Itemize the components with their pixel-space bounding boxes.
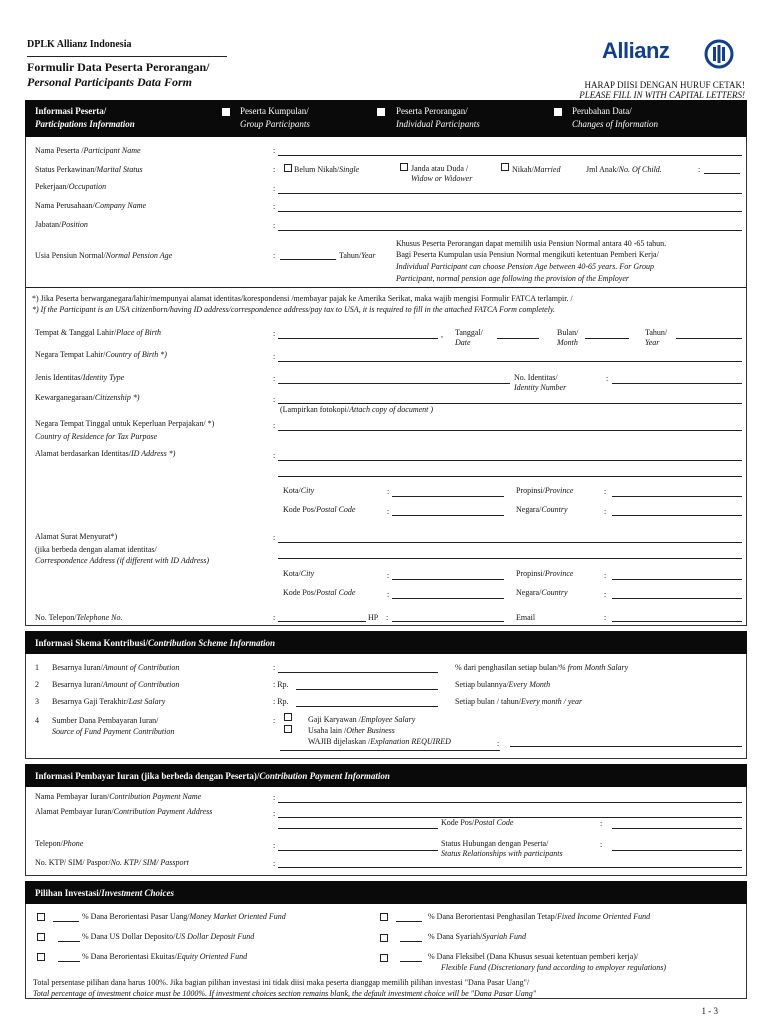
birth-country-label: Negara Tempat Lahir/Country of Birth *) (35, 350, 167, 359)
colon: : (600, 840, 603, 849)
id-province-label: Propinsi/Province (516, 486, 574, 495)
payer-postal-label: Kode Pos/Postal Code (441, 818, 514, 827)
birth-year-field[interactable] (676, 338, 742, 339)
colon: : (604, 487, 607, 496)
payer-idno-field[interactable] (278, 867, 742, 868)
equity-percent-field[interactable] (58, 961, 80, 962)
mail-country-label: Negara/Country (516, 588, 568, 597)
colon: : (273, 421, 276, 430)
money-market-percent-field[interactable] (53, 921, 79, 922)
phone-label: No. Telepon/Telephone No. (35, 613, 123, 622)
occupation-label: Pekerjaan/Occupation (35, 182, 107, 191)
year-label-en: Year (645, 338, 660, 347)
mail-address-label: Alamat Surat Menyurat*) (35, 532, 118, 541)
money-market-checkbox[interactable] (37, 913, 45, 921)
pension-note-1: Khusus Peserta Perorangan dapat memilih usia Pensiun Normal antara 40 -65 tahun. (396, 239, 667, 248)
payer-relation-label-en: Status Relationships with participants (441, 849, 563, 858)
investment-note-id: Total persentase pilihan dana harus 100%. Jika bagian pilihan investasi ini tidak diisi maka peserta dianggap memilih pilihan investasi "Dana Pasar Uang"/ (33, 978, 530, 987)
married-checkbox[interactable] (501, 163, 509, 171)
contribution-row-4-label-en: Source of Fund Payment Contribution (52, 727, 175, 736)
colon: : (387, 590, 390, 599)
usd-deposit-checkbox[interactable] (37, 933, 45, 941)
year-label: Tahun/ (645, 328, 668, 337)
colon: : (387, 487, 390, 496)
colon: : (273, 165, 276, 174)
fatca-note-en: *) If the Participant is an USA citizenborn/having ID address/correspondence address/pay tax to USA, it is required to fill in the attached FATCA Form completely. (32, 305, 556, 314)
participant-name-label: Nama Peserta /Participant Name (35, 146, 141, 155)
notice-en: PLEASE FILL IN WITH CAPITAL LETTERS! (579, 90, 745, 100)
participant-title-en: Participations Information (35, 119, 135, 129)
equity-checkbox[interactable] (37, 953, 45, 961)
id-country-field[interactable] (612, 515, 742, 516)
colon: : (604, 590, 607, 599)
explanation-underline (280, 750, 500, 751)
payer-relation-field[interactable] (612, 850, 742, 851)
contribution-row-2-label: Besarnya Iuran/Amount of Contribution (52, 680, 180, 689)
citizenship-field[interactable] (278, 403, 742, 404)
contribution-row-3-no: 3 (35, 697, 39, 706)
payer-title: Informasi Pembayar Iuran (jika berbeda dengan Peserta)/Contribution Payment Information (35, 771, 390, 781)
id-number-label-en: Identity Number (514, 383, 567, 392)
form-title-en: Personal Participants Data Form (27, 75, 193, 89)
tax-country-label-en: Country of Residence for Tax Purpose (35, 432, 158, 441)
explanation-field[interactable] (510, 746, 742, 747)
contribution-title: Informasi Skema Kontribusi/Contribution Scheme Information (35, 638, 276, 648)
citizenship-label: Kewarganegaraan/Citizenship *) (35, 393, 140, 402)
company-name-label: Nama Perusahaan/Company Name (35, 201, 147, 210)
children-label: Jml Anak/No. Of Child. (586, 165, 662, 174)
mail-address-label-en: Correspondence Address (if different with ID Address) (35, 556, 210, 565)
contribution-row-3-label: Besarnya Gaji Terakhir/Last Salary (52, 697, 166, 706)
colon: : (273, 451, 276, 460)
colon: : (273, 533, 276, 542)
colon: : (604, 571, 607, 580)
colon: : (273, 395, 276, 404)
email-field[interactable] (612, 621, 742, 622)
participant-title-id: Informasi Peserta/ (35, 106, 107, 116)
payer-address-label: Alamat Pembayar Iuran/Contribution Payment Address (35, 807, 213, 816)
payer-phone-label: Telepon/Phone (35, 839, 84, 848)
colon: : (273, 184, 276, 193)
change-info-checkbox[interactable] (554, 108, 562, 116)
colon: : (273, 329, 276, 338)
id-city-label: Kota/City (283, 486, 315, 495)
last-salary-field[interactable] (296, 706, 438, 707)
colon: : (273, 859, 276, 868)
married-label: Nikah/Married (512, 165, 561, 174)
contribution-header-bar (25, 631, 747, 654)
id-number-field[interactable] (612, 383, 742, 384)
colon: : (386, 613, 389, 622)
colon: : (387, 507, 390, 516)
widow-label-en: Widow or Widower (411, 174, 473, 183)
colon: : (387, 571, 390, 580)
colon: : (273, 146, 276, 155)
group-participant-checkbox[interactable] (222, 108, 230, 116)
pension-note-2: Bagi Peserta Kumpulan usia Pensiun Normal mengikuti ketentuan Pemberi Kerja/ (396, 250, 659, 259)
id-postal-field[interactable] (392, 515, 504, 516)
colon: : (497, 739, 500, 748)
id-type-label: Jenis Identitas/Identity Type (35, 373, 125, 382)
syariah-checkbox[interactable] (380, 934, 388, 942)
colon: : (273, 663, 276, 672)
id-city-field[interactable] (392, 496, 504, 497)
contribution-row-4-label: Sumber Dana Pembayaran Iuran/ (52, 716, 159, 725)
mail-postal-label: Kode Pos/Postal Code (283, 588, 356, 597)
allianz-logo-text: Allianz (602, 38, 670, 63)
other-business-checkbox[interactable] (284, 725, 292, 733)
pension-note-3: Individual Participant can choose Pension Age between 40-65 years. For Group (396, 262, 654, 271)
colon: : (273, 251, 276, 260)
contribution-row-1-right: % dari penghasilan setiap bulan/% from Month Salary (455, 663, 629, 672)
attach-note: (Lampirkan fotokopi/Attach copy of document ) (280, 405, 434, 414)
id-type-field[interactable] (278, 383, 510, 384)
pension-age-label: Usia Pensiun Normal/Normal Pension Age (35, 251, 173, 260)
usd-deposit-percent-field[interactable] (58, 941, 80, 942)
company-name: DPLK Allianz Indonesia (27, 39, 132, 50)
contribution-row-1-label: Besarnya Iuran/Amount of Contribution (52, 663, 180, 672)
payer-postal-field[interactable] (278, 828, 438, 829)
month-label: Bulan/ (557, 328, 579, 337)
fixed-income-label: % Dana Berorientasi Penghasilan Tetap/Fixed Income Oriented Fund (428, 912, 651, 921)
contribution-row-3-right: Setiap bulan / tahun/Every month / year (455, 697, 583, 706)
form-title-id: Formulir Data Peserta Perorangan/ (27, 60, 210, 74)
widow-label: Janda atau Duda / (411, 164, 469, 173)
single-checkbox[interactable] (284, 164, 292, 172)
single-label: Belum Nikah/Single (294, 165, 360, 174)
contribution-row-4-no: 4 (35, 716, 39, 725)
individual-participant-label-en: Individual Participants (396, 119, 480, 129)
mail-address-sub-label: (jika berbeda dengan alamat identitas/ (35, 545, 157, 554)
occupation-field[interactable] (278, 193, 742, 194)
mail-address-field-2[interactable] (278, 558, 742, 559)
mail-city-field[interactable] (392, 579, 504, 580)
participant-header-bar (25, 100, 747, 137)
fixed-income-checkbox[interactable] (380, 913, 388, 921)
contribution-row-2-right: Setiap bulannya/Every Month (455, 680, 551, 689)
contribution-row-1-no: 1 (35, 663, 39, 672)
tax-country-field[interactable] (278, 430, 742, 431)
contribution-row-2-no: 2 (35, 680, 39, 689)
mail-country-field[interactable] (612, 598, 742, 599)
investment-header-bar (25, 881, 747, 904)
colon: : (273, 352, 276, 361)
birth-label: Tempat & Tanggal Lahir/Place of Birth (35, 328, 162, 337)
equity-label: % Dana Berorientasi Ekuitas/Equity Oriented Fund (82, 952, 248, 961)
id-number-label: No. Identitas/ (514, 373, 558, 382)
employee-salary-label: Gaji Karyawan /Employee Salary (308, 715, 416, 724)
marital-status-label: Status Perkawinan/Marital Status (35, 165, 143, 174)
flexible-checkbox[interactable] (380, 954, 388, 962)
id-country-label: Negara/Country (516, 505, 568, 514)
payer-idno-label: No. KTP/ SIM/ Paspor/No. KTP/ SIM/ Passport (35, 858, 189, 867)
date-label-en: Date (455, 338, 471, 347)
birth-month-field[interactable] (585, 338, 629, 339)
group-participant-label: Peserta Kumpulan/ (240, 106, 309, 116)
birth-date-field[interactable] (497, 338, 539, 339)
children-field[interactable] (704, 173, 740, 174)
month-label-en: Month (557, 338, 578, 347)
mail-province-label: Propinsi/Province (516, 569, 574, 578)
employee-salary-checkbox[interactable] (284, 713, 292, 721)
colon: : (273, 221, 276, 230)
colon: : (273, 613, 276, 622)
investment-note-en: Total percentage of investment choice must be 1000%. If investment choices section remains blank, the default investment choice will be "Dana Pasar Uang" (33, 989, 537, 998)
payer-postal-value-field[interactable] (612, 828, 742, 829)
colon: : (604, 613, 607, 622)
money-market-label: % Dana Berorientasi Pasar Uang/Money Market Oriented Fund (82, 912, 286, 921)
mail-postal-field[interactable] (392, 598, 504, 599)
flexible-label-en: Flexible Fund (Discretionary fund according to employer regulations) (441, 963, 667, 972)
fixed-income-percent-field[interactable] (396, 921, 422, 922)
birth-place-field[interactable] (278, 338, 438, 339)
colon: : (273, 374, 276, 383)
years-label: Tahun/Year (339, 251, 376, 260)
divider (25, 287, 747, 288)
fatca-note-id: *) Jika Peserta berwarganegara/lahir/mempunyai alamat identitas/korespondensi /membayar pajak ke Amerika Serikat, maka wajib mengisi Formulir FATCA terlampir. / (32, 294, 573, 303)
email-label: Email (516, 613, 536, 622)
id-province-field[interactable] (612, 496, 742, 497)
explanation-label: WAJIB dijelaskan /Explanation REQUIRED (308, 737, 451, 746)
other-business-label: Usaha lain /Other Business (308, 726, 395, 735)
flexible-percent-field[interactable] (400, 961, 422, 962)
position-label: Jabatan/Position (35, 220, 88, 229)
payer-name-field[interactable] (278, 802, 742, 803)
header-rule (27, 56, 227, 57)
tax-country-label: Negara Tempat Tinggal untuk Keperluan Perpajakan/ *) (35, 419, 215, 428)
mail-city-label: Kota/City (283, 569, 315, 578)
company-name-field[interactable] (278, 211, 742, 212)
contribution-amount-field[interactable] (296, 689, 438, 690)
payer-relation-label: Status Hubungan dengan Peserta/ (441, 839, 549, 848)
participant-name-field[interactable] (278, 155, 742, 156)
colon: : (273, 793, 276, 802)
individual-participant-checkbox[interactable] (377, 108, 385, 116)
syariah-label: % Dana Syariah/Syariah Fund (428, 932, 526, 941)
mail-province-field[interactable] (612, 579, 742, 580)
date-label: Tanggal/ (455, 328, 483, 337)
individual-participant-label: Peserta Perorangan/ (396, 106, 468, 116)
notice-id: HARAP DIISI DENGAN HURUF CETAK! (584, 80, 745, 90)
page-number: 1 - 3 (701, 1006, 718, 1016)
colon: : (273, 809, 276, 818)
usd-deposit-label: % Dana US Dollar Deposito/US Dollar Deposit Fund (82, 932, 255, 941)
id-postal-label: Kode Pos/Postal Code (283, 505, 356, 514)
hp-field[interactable] (392, 621, 504, 622)
comma: , (441, 330, 443, 339)
colon: : (604, 507, 607, 516)
mail-address-field-1[interactable] (278, 542, 742, 543)
colon: : (698, 165, 701, 174)
contribution-percent-field[interactable] (278, 672, 438, 673)
colon: : (600, 819, 603, 828)
colon: : (606, 374, 609, 383)
birth-country-field[interactable] (278, 361, 742, 362)
change-info-label-en: Changes of Information (572, 119, 659, 129)
id-address-label: Alamat berdasarkan Identitas/ID Address *) (35, 449, 176, 458)
pension-age-field[interactable] (280, 259, 336, 260)
allianz-eagle-icon (704, 39, 734, 69)
id-address-field-2[interactable] (278, 476, 742, 477)
colon: : (273, 716, 276, 725)
flexible-label: % Dana Fleksibel (Dana Khusus sesuai ketentuan pemberi kerja)/ (428, 952, 639, 961)
payer-header-bar (25, 764, 747, 787)
change-info-label: Perubahan Data/ (572, 106, 632, 116)
contribution-row-2-rp: : Rp. (273, 680, 289, 689)
payer-name-label: Nama Pembayar Iuran/Contribution Payment Name (35, 792, 202, 801)
investment-title: Pilihan Investasi/Investment Choices (35, 888, 175, 898)
pension-note-4: Participant, normal pension age following the provision of the Employer (396, 274, 630, 283)
position-field[interactable] (278, 230, 742, 231)
syariah-percent-field[interactable] (400, 941, 422, 942)
colon: : (273, 202, 276, 211)
group-participant-label-en: Group Participants (240, 119, 310, 129)
contribution-row-3-rp: : Rp. (273, 697, 289, 706)
payer-phone-field[interactable] (278, 850, 438, 851)
widow-checkbox[interactable] (400, 163, 408, 171)
colon: : (273, 841, 276, 850)
id-address-field-1[interactable] (278, 460, 742, 461)
hp-label: HP (368, 613, 379, 622)
phone-field[interactable] (278, 621, 366, 622)
